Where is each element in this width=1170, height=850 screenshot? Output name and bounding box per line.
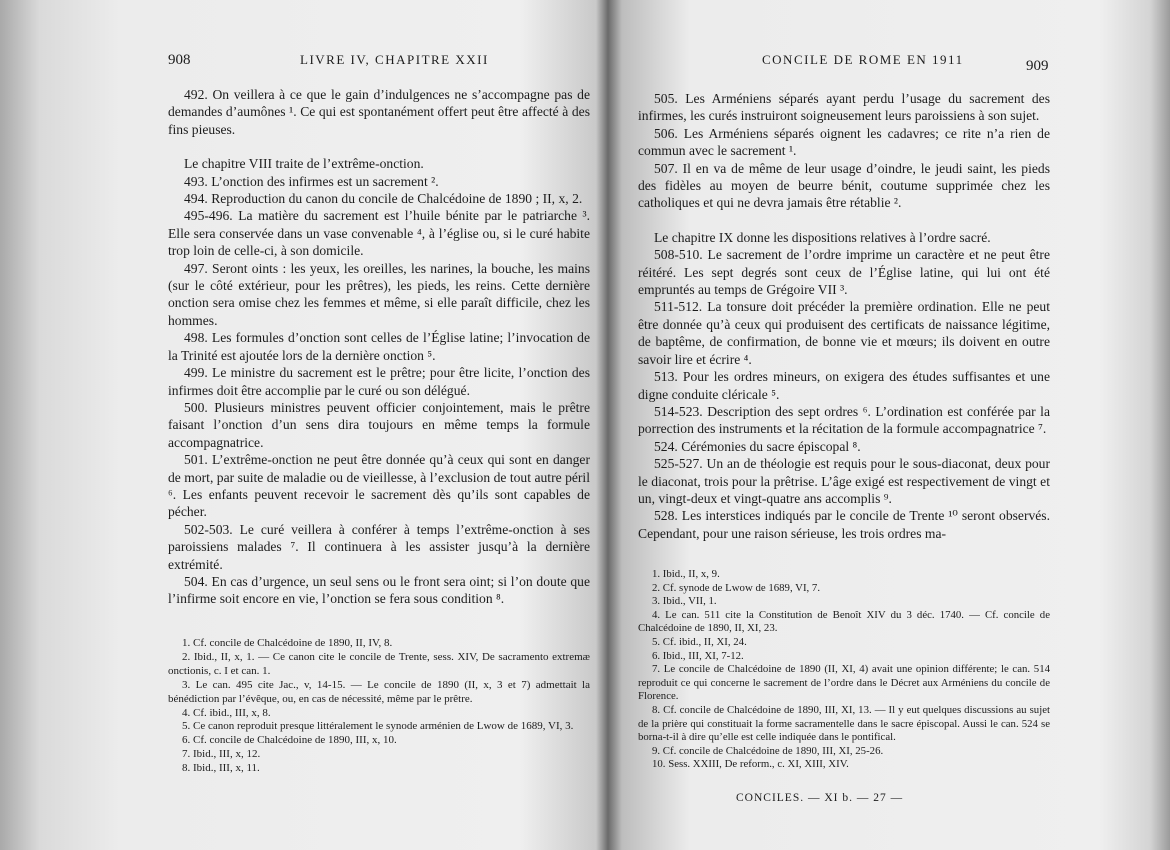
footnote: 7. Ibid., III, x, 12. xyxy=(182,748,261,761)
footnotes xyxy=(638,568,1050,772)
footnote: 7. Le concile de Chalcédoine de 1890 (II, XI, 4) avait une opinion différente; le can. 514 reproduit ce qui concerne le sacrement de l’ordre dans le Décret aux Arméniens du concile de Florence. xyxy=(638,663,1050,703)
paragraph: Le chapitre IX donne les dispositions relatives à l’ordre sacré. xyxy=(654,229,991,245)
right-page xyxy=(612,0,1170,850)
footnote: 1. Cf. concile de Chalcédoine de 1890, II, IV, 8. xyxy=(182,637,393,649)
footnote: 3. Le can. 495 cite Jac., v, 14-15. — Le concile de 1890 (II, x, 3 et 7) admettait la bénédiction par l’évêque, ou, en cas de nécessité, même par le prêtre. xyxy=(168,678,590,705)
footnote: 5. Cf. ibid., II, XI, 24. xyxy=(652,635,747,648)
paragraph: 498. Les formules d’onction sont celles de l’Église latine; l’invocation de la Trinité est ajoutée lors de la dernière onction ⁵. xyxy=(168,330,590,363)
paragraph: 514-523. Description des sept ordres ⁶. L’ordination est conférée par la porrection des instruments et la récitation de la formule accompagnatrice ⁷. xyxy=(638,403,1050,437)
main-text xyxy=(638,90,1050,542)
paragraph: 499. Le ministre du sacrement est le prêtre; pour être licite, l’onction des infirmes doit être accomplie par le curé ou son délégué. xyxy=(168,365,590,398)
footnote: 9. Cf. concile de Chalcédoine de 1890, III, XI, 25-26. xyxy=(652,744,884,757)
footnote: 2. Cf. synode de Lwow de 1689, VI, 7. xyxy=(652,581,821,594)
paragraph: 492. On veillera à ce que le gain d’indulgences ne s’accompagne pas de demandes d’aumônes ¹. Ce qui est spontanément offert peut être affecté à des fins pieuses. xyxy=(168,87,590,137)
paragraph: 528. Les interstices indiqués par le concile de Trente ¹⁰ seront observés. Cependant, pour une raison sérieuse, les trois ordres ma- xyxy=(638,508,1050,541)
paragraph: 524. Cérémonies du sacre épiscopal ⁸. xyxy=(654,438,861,454)
footnote: 5. Ce canon reproduit presque littéralement le synode arménien de Lwow de 1689, VI, 3. xyxy=(182,720,574,733)
paragraph: 513. Pour les ordres mineurs, on exigera des études suffisantes et une digne conduite cléricale ⁵. xyxy=(638,369,1050,402)
footnote: 1. Ibid., II, x, 9. xyxy=(652,568,720,580)
paragraph: 525-527. Un an de théologie est requis pour le sous-diaconat, deux pour le diaconat, trois pour la prêtrise. L’âge exigé est respectivement de vingt et un, vingt-deux et vingt-quatre ans accomplis ⁹. xyxy=(638,456,1050,506)
footnote: 6. Cf. concile de Chalcédoine de 1890, III, x, 10. xyxy=(182,734,397,747)
footnote: 4. Cf. ibid., III, x, 8. xyxy=(182,706,271,719)
paragraph: 511-512. La tonsure doit précéder la première ordination. Elle ne peut être donnée qu’à ceux qui produisent des certificats de naissance légitime, de baptême, de confirmation, de bonne vie et mœurs; ils doivent en outre savoir lire et écrire ⁴. xyxy=(638,299,1050,367)
paragraph: 497. Seront oints : les yeux, les oreilles, les narines, la bouche, les mains (sur le côté extérieur, pour les prêtres), les pieds, les reins. Cette dernière onction sera omise chez les femmes et même, si elle paraît difficile, chez les hommes. xyxy=(168,260,590,328)
paragraph: 502-503. Le curé veillera à conférer à temps l’extrême-onction à ses paroissiens malades ⁷. Il continuera à les assister jusqu’à la dernière extrémité. xyxy=(168,521,590,572)
paragraph: Le chapitre VIII traite de l’extrême-onction. xyxy=(184,156,424,172)
footnote: 6. Ibid., III, XI, 7-12. xyxy=(652,649,744,662)
main-text xyxy=(168,86,590,608)
paragraph: 508-510. Le sacrement de l’ordre imprime un caractère et ne peut être réitéré. Les sept degrés sont ceux de l’Église latine, qui lui ont été empruntés au temps de Grégoire VII ³. xyxy=(638,247,1050,298)
paragraph: 504. En cas d’urgence, un seul sens ou le front sera oint; si l’on doute que l’infirme soit encore en vie, l’onction se fera sous condition ⁸. xyxy=(168,573,590,607)
paragraph: 495-496. La matière du sacrement est l’huile bénite par le patriarche ³. Elle sera conservée dans un vase convenable ⁴, à l’église ou, si le curé habite trop loin de celle-ci, à son domicile. xyxy=(168,208,590,259)
footnote: 3. Ibid., VII, 1. xyxy=(652,595,717,608)
paragraph: 494. Reproduction du canon du concile de Chalcédoine de 1890 ; II, x, 2. xyxy=(184,191,583,207)
paragraph: 493. L’onction des infirmes est un sacrement ². xyxy=(184,173,439,189)
paragraph: 505. Les Arméniens séparés ayant perdu l’usage du sacrement des infirmes, les curés instruiront soigneusement leurs paroissiens à son sujet. xyxy=(638,91,1050,124)
paragraph: 507. Il en va de même de leur usage d’oindre, le jeudi saint, les pieds des fidèles au moyen de beurre bénit, coutume supprimée chez les catholiques et qui ne devra jamais être rétablie ². xyxy=(638,160,1050,211)
page-number: 908 xyxy=(168,52,191,68)
footnote: 8. Cf. concile de Chalcédoine de 1890, III, XI, 13. — Il y eut quelques discussions au sujet de la prière qui constituait la forme sacramentelle dans le sacre épiscopal. Aussi le can. 524 se borna-t-il à dire qu’elle est celle indiquée dans le pontifical. xyxy=(638,703,1050,744)
running-head: LIVRE IV, CHAPITRE XXII xyxy=(300,52,489,67)
paragraph: 500. Plusieurs ministres peuvent officier conjointement, mais le prêtre faisant l’onction d’un sens dira toujours en même temps la formule accompagnatrice. xyxy=(168,399,590,450)
paragraph: 501. L’extrême-onction ne peut être donnée qu’à ceux qui sont en danger de mort, par suite de maladie ou de vieillesse, à l’exclusion de tout autre péril ⁶. Les enfants peuvent recevoir le sacrement dès qu’ils sont capables de pécher. xyxy=(168,452,590,520)
page-number: 909 xyxy=(1026,58,1049,74)
footnote: 10. Sess. XXIII, De reform., c. XI, XIII, XIV. xyxy=(652,758,849,771)
footnotes xyxy=(168,637,590,776)
footnote: 8. Ibid., III, x, 11. xyxy=(182,762,260,775)
signature-mark: CONCILES. — XI b. — 27 — xyxy=(736,792,904,804)
footnote: 4. Le can. 511 cite la Constitution de Benoît XIV du 3 déc. 1740. — Cf. concile de Chalcédoine de 1890, II, XI, 23. xyxy=(638,608,1050,635)
running-head: CONCILE DE ROME EN 1911 xyxy=(762,52,964,67)
footnote: 2. Ibid., II, x, 1. — Ce canon cite le concile de Trente, sess. XIV, De sacramento extremæ onctionis, c. I et can. 1. xyxy=(168,650,590,677)
paragraph: 506. Les Arméniens séparés oignent les cadavres; ce rite n’a rien de commun avec le sacrement ¹. xyxy=(638,125,1050,159)
